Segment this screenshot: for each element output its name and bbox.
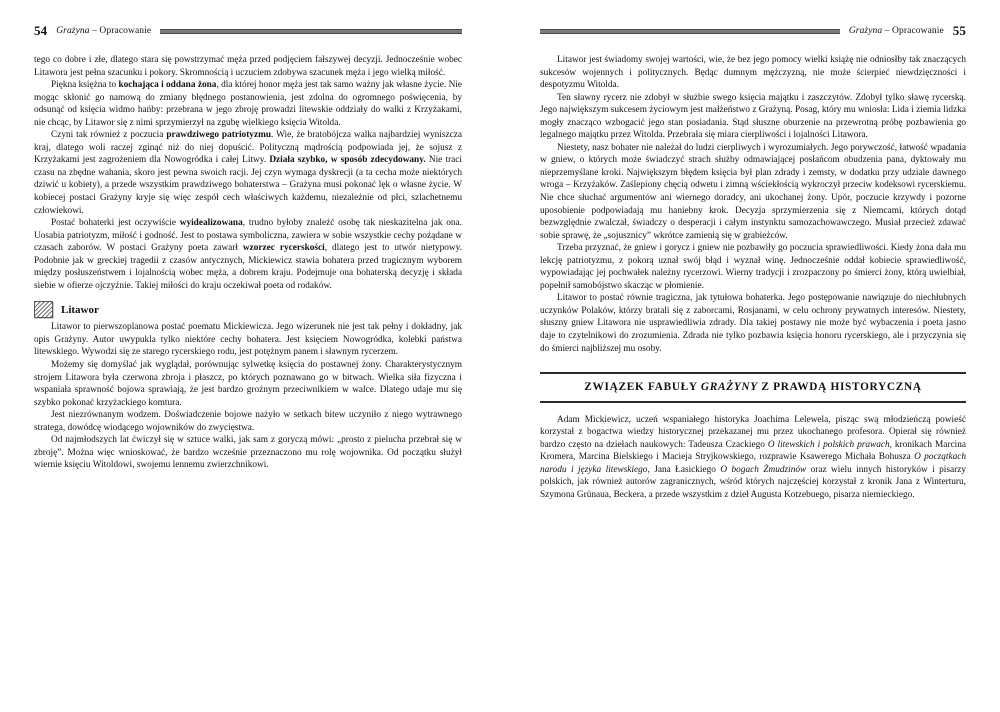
section-label: Litawor (61, 303, 99, 316)
paragraph: Od najmłodszych lat ćwiczył się w sztuce walki, jak sam z goryczą mówi: „prosto z pielucha przebrał się w zbroję”. Można więc wnioskować, że bardzo wcześnie przeznaczono mu rolę wojownika. Od początku służył wiernie księciu Witoldowi, swojemu lennemu zwierzchnikowi. (34, 435, 462, 471)
folio-left: 54 (34, 23, 48, 38)
paragraph: tego co dobre i złe, dlatego stara się powstrzymać męża przed podjęciem fałszywej decyzji. Jednocześnie wobec Litawora jest pełna szacunku i pokory. Skromnością i uczuciem zdobywa szacunek męża i jego wielką miłość. (34, 55, 462, 78)
section-heading-historical (540, 372, 966, 403)
paragraph: Możemy się domyślać jak wyglądał, porównując sylwetkę księcia do postawnej żony. Charakterystycznym strojem Litawora była czerwona zbroja i płaszcz, po których poznawano go w bitwach. Wielka siła fizyczna i wspaniała sprawność bojowa sprawiają, że jest bardzo groźnym przeciwnikiem w walce. Dlatego udaje mu się szybko pokonać krzyżackiego komtura. (34, 360, 462, 408)
right-body-text (540, 54, 966, 502)
ornament-icon (34, 301, 53, 318)
running-head-right (540, 22, 966, 40)
heading-rule-bottom (540, 401, 966, 403)
heading-text: ZWIĄZEK FABUŁY GRAŻYNY Z PRAWDĄ HISTORYCZNĄ (584, 381, 922, 394)
right-page (500, 0, 1000, 712)
section-heading-litawor (34, 301, 462, 318)
head-rule-right (540, 29, 840, 34)
head-rule-left (160, 29, 462, 34)
paragraph: Ten sławny rycerz nie zdobył w służbie swego księcia majątku i zaszczytów. Zdobył tylko sławę rycerską. Jego największym sukcesem życiowym jest małżeństwo z Grażyną. Posag, który mu wniosła: Lida i ziemia lidzka mogły znacząco wzbogacić jego stan posiadania. Stąd słuszne oburzenie na przewrotną próbę pozbawienia go legalnego majątku przez Witolda. Przebrała się miara cierpliwości i lojalności Litawora. (540, 92, 966, 141)
paragraph: Piękna księżna to kochająca i oddana żona, dla której honor męża jest tak samo ważny jak własne życie. Nie mogąc skłonić go namową do zmiany błędnego postanowienia, jest zdolna do ogromnego poświęcenia, by odsunąć od księcia widmo hańby: przebrana w jego zbroję prowadzi litewskie oddziały do walki z Krzyżakami, nie chcąc, by Litawor się z nimi sprzymierzył na zgubę wielkiego księcia Witolda. (34, 80, 462, 128)
paragraph: Niestety, nasz bohater nie należał do ludzi cierpliwych i wyrozumiałych. Jego porywczość, łatwość wpadania w gniew, o których może świadczyć strach służby odmawiającej posłańcom obudzenia pana, dyktowały mu nieprzemyślane kroki. Największym błędem księcia był plan zdrady i zemsty, w dodatku przy udziale dawnego wroga – Krzyżaków. Zaślepiony chęcią odwetu i zimną wściekłością wykroczył przeciw kodeksowi rycerskiemu. Nie chce słuchać argumentów ani wiernego doradcy, ani ukochanej żony. Upór, poczucie krzywdy i pozorne uposobienie podpowiadają mu haniebny krok. Decyzja sprzymierzenia się z Niemcami, których dotąd bezwzględnie zwalczał, świadczy o desperacji i całym instynktu samozachowawczego. Musiał przecież zdawać sobie sprawę, że „sojusznicy” wkrótce zamienią się w grabieżców. (540, 142, 966, 241)
running-title-right: Grażyna – Opracowanie (848, 26, 944, 36)
paragraph: Litawor jest świadomy swojej wartości, wie, że bez jego pomocy wielki książę nie odniosłby tak znaczących sukcesów wojennych i politycznych. Będąc dumnym mężczyzną, nie może ścierpieć niewdzięczności i despotyzmu Witolda. (540, 55, 966, 91)
paragraph: Czyni tak również z poczucia prawdziwego patriotyzmu. Wie, że bratobójcza walka najbardziej wyniszcza kraj, dlatego woli raczej zginąć niż do niej dopuścić. Polityczną mądrością podpowiada jej, że sojusz z Krzyżakami jest zagrożeniem dla Nowogródka i całej Litwy. Działa szybko, w sposób zdecydowany. Nie traci czasu na zbędne wahania, skoro jest pewna swoich racji. Jej czyn wymaga dyskrecji (a ta cecha może niektórych dziwić u kobiety), a przede wszystkim prawdziwego bohaterstwa – Grażyna musi pokonać lęk o własne życie. W kobiecej postaci Grażyny kryje się więc zespół cech właściwych każdemu, niezależnie od płci, szlachetnemu człowiekowi. (34, 130, 463, 216)
left-body-text (34, 54, 462, 472)
paragraph: Postać bohaterki jest oczywiście wyidealizowana, trudno byłoby znaleźć osobę tak nieskazitelna jak ona. Uosabia patriotyzm, miłość i godność. Jest to postawa symboliczna, zawiera w sobie wszystkie cechy pożądane w czasach zaborów. W postaci Grażyny poeta zawarł wzorzec rycerskości, dlatego jest to utwór nietypowy. Podobnie jak w greckiej tragedii z czasów antycznych, Mickiewicz stawia bohatera przed tragicznym wyborem między posłuszeństwem i lojalnością wobec męża, a dobrem kraju. Podejmuje ona bohaterską decyzję i składa siebie w ofierze ojczyźnie. Takiej miłości do kraju oczekiwał poeta od rodaków. (34, 218, 462, 291)
paragraph: Litawor to pierwszoplanowa postać poematu Mickiewicza. Jego wizerunek nie jest tak pełny i dokładny, jak opis Grażyny. Autor uwypukla tylko niektóre cechy bohatera. Jest księciem Nowogródka, kolebki państwa litewskiego. Wywodzi się ze starego rycerskiego rodu, jest potężnym panem i sławnym rycerzem. (34, 322, 462, 358)
paragraph: Litawor to postać równie tragiczna, jak tytułowa bohaterka. Jego postępowanie nawiązuje do niechłubnych uczynków Polaków, którzy bratali się z zaborcami, Rosjanami, w celu ochrony prywatnych interesów. Niestety, słuszny gniew Litawora nie usprawiedliwia zdrady. Dla takiej postawy nie może być wybaczenia i poeta jasno daje to czytelnikowi do zrozumienia. Zdrada nie tylko pozbawia księcia honoru rycerskiego, ale i przyczynia się do śmierci najbliższej mu osoby. (540, 293, 966, 354)
paragraph: Trzeba przyznać, że gniew i gorycz i gniew nie pozbawiły go poczucia sprawiedliwości. Kiedy żona dała mu lekcję patriotyzmu, z pokorą uznał swój błąd i wyznał winę. Jednocześnie oddał kobiecie sprawiedliwość, wypowiadając jej pochwałek należny rycerzowi. Wierny tradycji i zrozpaczony po śmierci żony, którą uwielbiał, popełnił samobójstwo skacząc w płomienie. (540, 243, 966, 291)
paragraph: Adam Mickiewicz, uczeń wspaniałego historyka Joachima Lelewela, pisząc swą młodzieńczą powieść korzystał z bogactwa wiedzy historycznej przekazanej mu przez ukochanego profesora. Opierał się również bardzo często na dziełach naukowych: Tadeusza Czackiego O litewskich i polskich prawach, kronikach Marcina Kromera, Marcina Bielskiego i Macieja Stryjkowskiego, rozprawie Ksawerego Michała Bohusza O początkach narodu i języka litewskiego, Jana Łasickiego O bogach Żmudzinów oraz wielu innych historyków i pisarzy polskich, jak również autorów zagranicznych, wśród których najczęściej korzystał z kronik Jana z Winterturu, Szymona Grünaua, Beckera, a przede wszystkim z dzieł Augusta Kotzebuego, pisarza niemieckiego. (540, 414, 966, 500)
folio-right: 55 (952, 23, 966, 38)
running-title-left: Grażyna – Opracowanie (56, 26, 152, 36)
running-head-left (34, 22, 462, 40)
paragraph: Jest niezrównanym wodzem. Doświadczenie bojowe nażyło w setkach bitew uczyniło z niego wytrawnego stratega, dowódcę wiodącego wojowników do zwycięstwa. (34, 410, 462, 433)
